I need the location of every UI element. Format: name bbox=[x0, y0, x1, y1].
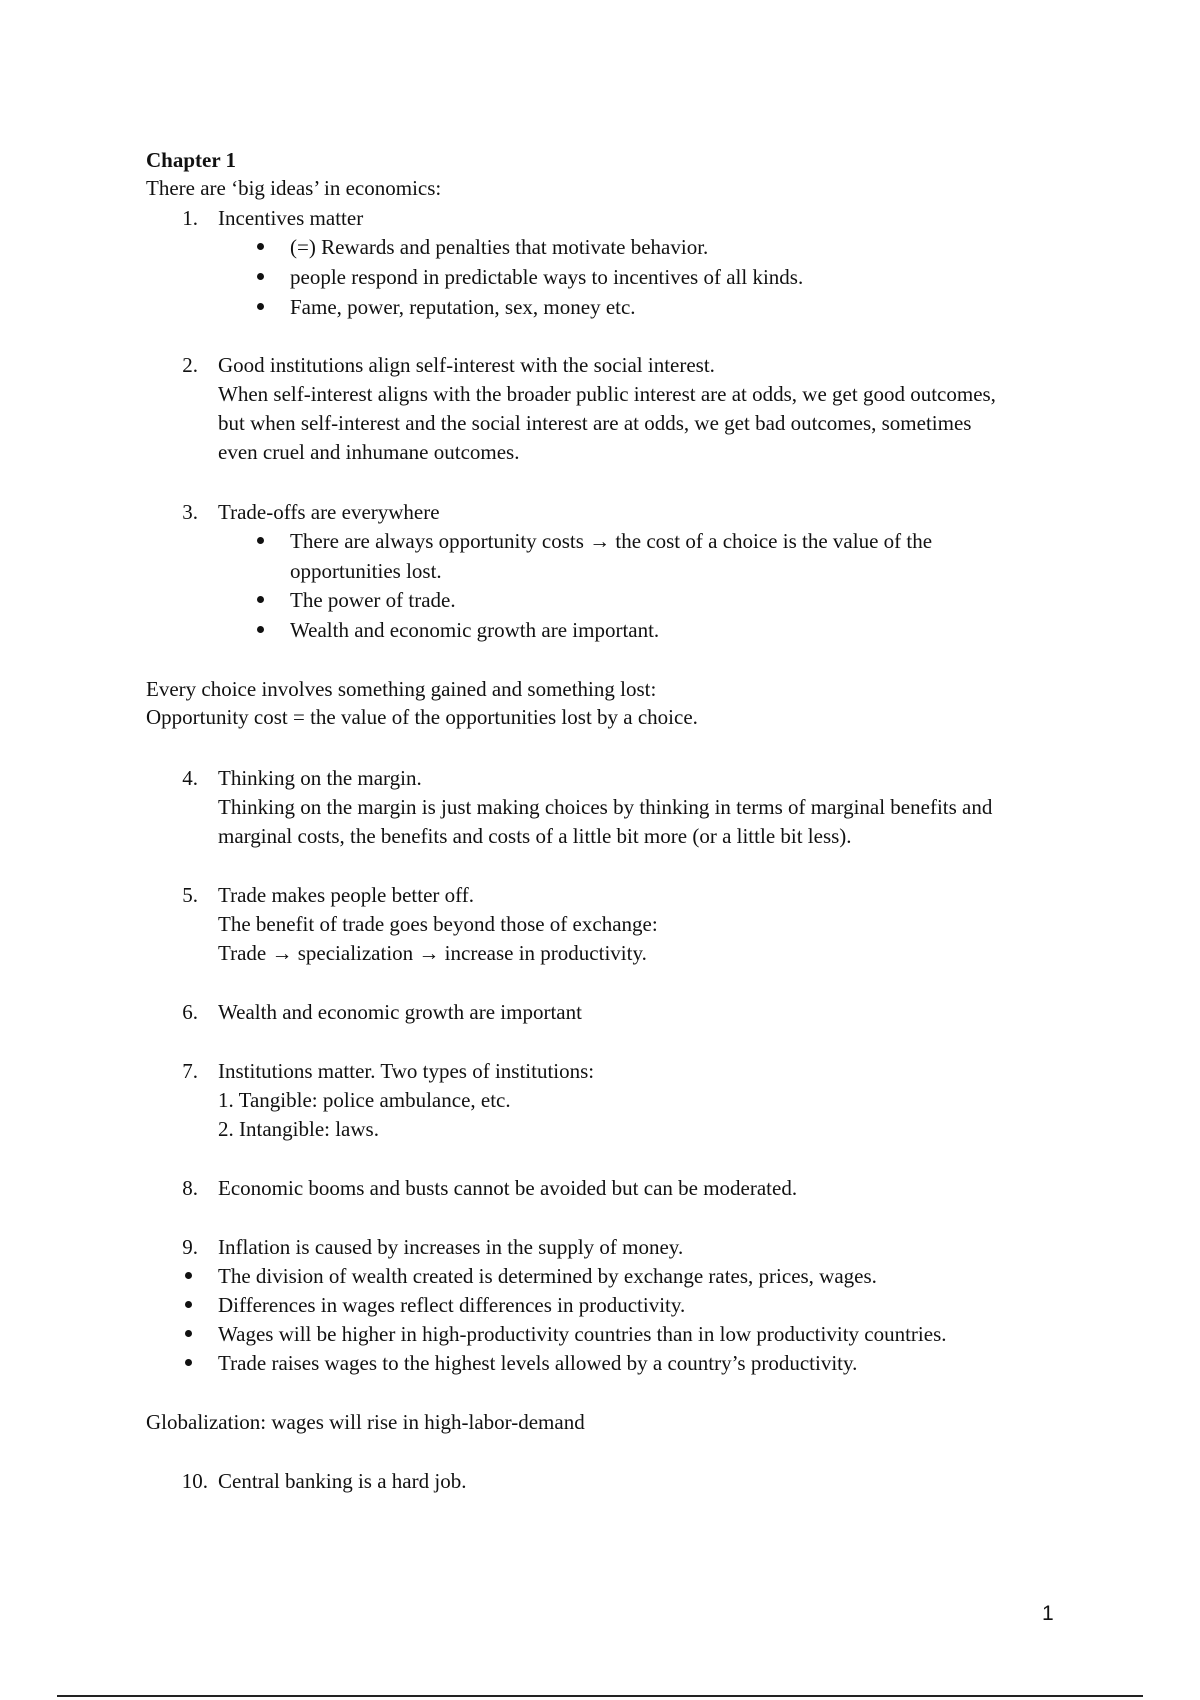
bullet-text: Differences in wages reflect differences in productivity. bbox=[218, 1293, 686, 1317]
intro-text: There are ‘big ideas’ in economics: bbox=[146, 176, 442, 200]
item-number: 5. bbox=[182, 883, 198, 907]
item-title: Inflation is caused by increases in the supply of money. bbox=[218, 1235, 684, 1259]
page-number: 1 bbox=[1042, 1602, 1054, 1625]
bullet-icon bbox=[257, 243, 264, 250]
item-title: Wealth and economic growth are important bbox=[218, 1000, 582, 1024]
item-body: marginal costs, the benefits and costs of a little bit more (or a little bit less). bbox=[218, 824, 852, 848]
item-title: Incentives matter bbox=[218, 206, 364, 230]
bullet-text-continued: opportunities lost. bbox=[290, 559, 442, 583]
bullet-text: There are always opportunity costs → the cost of a choice is the value of the bbox=[290, 529, 933, 553]
item-number: 8. bbox=[182, 1176, 198, 1200]
bullet-icon bbox=[185, 1272, 192, 1279]
bullet-icon bbox=[185, 1359, 192, 1366]
bullet-icon bbox=[257, 537, 264, 544]
bullet-text: The division of wealth created is determined by exchange rates, prices, wages. bbox=[218, 1264, 877, 1288]
paragraph-line: Opportunity cost = the value of the opportunities lost by a choice. bbox=[146, 705, 698, 729]
item-body: Trade → specialization → increase in productivity. bbox=[218, 941, 647, 965]
footer-divider bbox=[57, 1695, 1143, 1697]
bullet-icon bbox=[185, 1301, 192, 1308]
item-body: but when self-interest and the social interest are at odds, we get bad outcomes, sometimes bbox=[218, 411, 972, 435]
item-body: Thinking on the margin is just making choices by thinking in terms of marginal benefits and bbox=[218, 795, 993, 819]
bullet-text: Wealth and economic growth are important. bbox=[290, 618, 660, 642]
bullet-text: Wages will be higher in high-productivity countries than in low productivity countries. bbox=[218, 1322, 947, 1346]
item-body: The benefit of trade goes beyond those of exchange: bbox=[218, 912, 658, 936]
item-number: 6. bbox=[182, 1000, 198, 1024]
item-number: 10. bbox=[181, 1469, 208, 1493]
globalization-text: Globalization: wages will rise in high-labor-demand bbox=[146, 1410, 585, 1434]
bullet-text: Trade raises wages to the highest levels allowed by a country’s productivity. bbox=[218, 1351, 858, 1375]
item-title: Institutions matter. Two types of institutions: bbox=[218, 1059, 595, 1083]
item-body: even cruel and inhumane outcomes. bbox=[218, 440, 520, 464]
bullet-text: Fame, power, reputation, sex, money etc. bbox=[290, 295, 636, 319]
bullet-icon bbox=[185, 1330, 192, 1337]
item-body: 1. Tangible: police ambulance, etc. bbox=[218, 1088, 511, 1112]
bullet-icon bbox=[257, 273, 264, 280]
item-title: Good institutions align self-interest with the social interest. bbox=[218, 353, 715, 377]
item-number: 3. bbox=[182, 500, 198, 524]
bullet-text: people respond in predictable ways to incentives of all kinds. bbox=[290, 265, 804, 289]
item-title: Trade makes people better off. bbox=[218, 883, 475, 907]
bullet-icon bbox=[257, 303, 264, 310]
paragraph-line: Every choice involves something gained and something lost: bbox=[146, 677, 657, 701]
chapter-title: Chapter 1 bbox=[146, 148, 237, 172]
item-body: When self-interest aligns with the broader public interest are at odds, we get good outcomes, bbox=[218, 382, 996, 406]
item-title: Trade-offs are everywhere bbox=[218, 500, 440, 524]
item-number: 2. bbox=[182, 353, 198, 377]
bullet-icon bbox=[257, 596, 264, 603]
item-title: Central banking is a hard job. bbox=[218, 1469, 467, 1493]
bullet-icon bbox=[257, 626, 264, 633]
item-body: 2. Intangible: laws. bbox=[218, 1117, 379, 1141]
bullet-text: The power of trade. bbox=[290, 588, 456, 612]
item-number: 7. bbox=[182, 1059, 198, 1083]
item-number: 1. bbox=[182, 206, 198, 230]
item-title: Economic booms and busts cannot be avoided but can be moderated. bbox=[218, 1176, 798, 1200]
bullet-text: (=) Rewards and penalties that motivate behavior. bbox=[290, 235, 709, 259]
item-number: 4. bbox=[182, 766, 198, 790]
item-title: Thinking on the margin. bbox=[218, 766, 422, 790]
item-number: 9. bbox=[182, 1235, 198, 1259]
